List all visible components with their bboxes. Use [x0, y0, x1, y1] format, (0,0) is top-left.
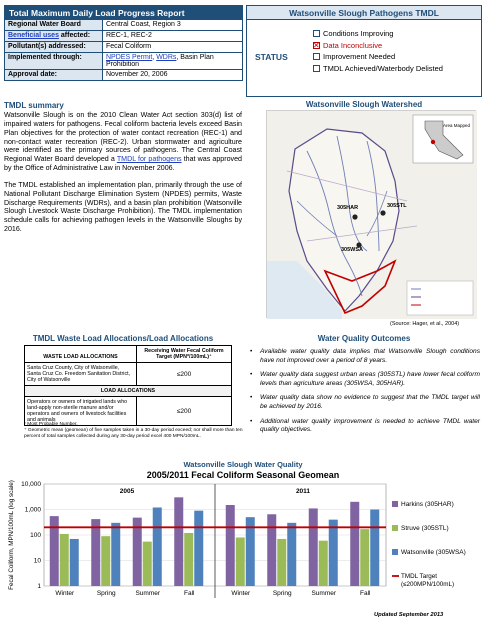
bar — [226, 505, 235, 586]
summary-heading: TMDL summary — [4, 101, 64, 110]
legend-swatch — [392, 525, 398, 531]
legend-entry: Struve (305STL) — [401, 525, 449, 532]
info-label: Pollutant(s) addressed: — [5, 42, 103, 52]
x-tick-label: Fall — [184, 590, 195, 597]
bullet-icon: • — [250, 348, 253, 355]
year-label: 2011 — [295, 488, 311, 495]
bar — [287, 523, 296, 586]
outcome-text: Water quality data suggest urban areas (305STL) have lower fecal coliform levels than agriculture areas (305WSA, 305HAR). — [260, 371, 480, 387]
site-label-305wsa: 305WSA — [341, 247, 364, 253]
map-title: Watsonville Slough Watershed — [305, 100, 423, 109]
la-parties: Operators or owners of irrigated lands who land-apply non-sterile manure and/or operators and owners of livestock facilities and animals — [25, 397, 137, 425]
watershed-map-image — [267, 111, 477, 319]
info-label-rest: affected: — [58, 32, 91, 39]
la-header: LOAD ALLOCATIONS — [25, 386, 231, 396]
footnote: * Most Probable Number. — [24, 422, 78, 427]
legend-swatch — [392, 501, 398, 507]
status-option-improving — [313, 28, 443, 40]
status-option-label: Conditions Improving — [323, 29, 394, 38]
y-axis-label: Fecal Coliform, MPN/100mL (log scale) — [8, 480, 15, 590]
report-info-table — [4, 5, 243, 81]
bullet-icon: • — [250, 371, 253, 379]
table-row — [25, 362, 231, 385]
outcome-text: Additional water quality improvement is needed to achieve TMDL water quality objectives. — [260, 417, 480, 434]
legend-entry: Watsonville (305WSA) — [401, 549, 466, 556]
legend-entry: (≤200MPN/100mL) — [401, 581, 455, 588]
la-target: ≤200 — [176, 407, 192, 415]
fecal-coliform-chart — [0, 478, 486, 610]
summary-body — [4, 111, 242, 242]
report-title: Total Maximum Daily Load Progress Report — [5, 6, 242, 19]
wla-parties: Santa Cruz County, City of Watsonville, Santa Cruz Co. Freedom Sanitation District, City of Watsonville — [25, 363, 137, 385]
info-value: Fecal Coliform — [106, 43, 152, 50]
year-label: 2005 — [119, 488, 135, 495]
summary-text: that was approved by the Office of Administrative Law in November 2006. — [4, 155, 242, 173]
info-value: Central Coast, Region 3 — [106, 21, 181, 28]
tmdl-pathogens-link[interactable]: TMDL for pathogens — [116, 155, 182, 164]
info-label: Approval date: — [5, 70, 103, 80]
outcomes-title: Water Quality Outcomes — [317, 334, 411, 343]
wdrs-link[interactable]: WDRs — [156, 54, 177, 61]
bar — [101, 536, 110, 586]
info-row-approval — [5, 69, 242, 80]
chart-title: Watsonville Slough Water Quality — [183, 460, 303, 469]
bar — [184, 533, 193, 586]
checked-checkbox-icon — [313, 42, 320, 49]
summary-paragraph — [4, 111, 242, 173]
list-item — [250, 348, 480, 365]
tmdl-name: Watsonville Slough Pathogens TMDL — [247, 6, 481, 20]
status-option-inconclusive — [313, 40, 443, 52]
status-option-label: Improvement Needed — [323, 52, 396, 61]
list-item — [250, 371, 480, 388]
table-row — [25, 385, 231, 396]
info-value: November 20, 2006 — [106, 71, 168, 78]
bar — [370, 510, 379, 587]
bar — [319, 541, 328, 586]
y-tick-label: 10 — [33, 557, 41, 565]
info-value — [103, 53, 242, 69]
wla-header: WASTE LOAD ALLOCATIONS — [25, 346, 137, 362]
allocations-notes — [24, 422, 244, 440]
y-tick-label: 10,000 — [21, 481, 41, 488]
status-option-label: Data Inconclusive — [323, 40, 383, 50]
outcome-text: Available water quality data implies that Watsonville Slough conditions have not improved over a period of 8 years. — [260, 348, 480, 364]
bar — [194, 511, 203, 586]
bar — [143, 542, 152, 586]
bar — [350, 502, 359, 586]
status-options — [313, 28, 443, 74]
watershed-map — [266, 110, 476, 318]
status-option-achieved — [313, 63, 443, 75]
y-tick-label: 1 — [37, 583, 41, 590]
allocations-table — [24, 345, 232, 426]
x-tick-label: Winter — [231, 590, 251, 597]
legend-entry: Harkins (305HAR) — [401, 501, 454, 508]
info-label: Implemented through: — [5, 53, 103, 69]
x-tick-label: Winter — [55, 590, 75, 597]
summary-paragraph: The TMDL established an implementation plan, primarily through the use of National Pollutant Discharge Elimination System (NPDES) permits, Waste Discharge Requirements (WDRs), and a basin plan prohibition (Watsonville Slough Livestock Waste Discharge Prohibition). The TMDL implementation schedule calls for achieving pathogen levels in the Watsonville Sloughs by 2016. — [4, 180, 242, 234]
y-tick-label: 1,000 — [24, 506, 41, 514]
chart-subtitle: 2005/2011 Fecal Coliform Seasonal Geomean — [146, 470, 340, 480]
target-column-header: Receiving Water Fecal Coliform Target (MPN*/100mL)⁺ — [144, 348, 224, 360]
bar — [360, 529, 369, 586]
bar — [267, 514, 276, 586]
bar — [309, 508, 318, 586]
status-option-needed — [313, 51, 443, 63]
updated-date: Updated September 2013 — [374, 612, 444, 618]
info-label — [5, 31, 103, 41]
bar — [60, 534, 69, 586]
y-tick-label: 100 — [30, 532, 41, 539]
inset-label: Area Mapped — [443, 123, 471, 128]
npdes-permit-link[interactable]: NPDES Permit — [106, 54, 153, 61]
bar — [174, 497, 183, 586]
bar — [236, 537, 245, 586]
x-tick-label: Summer — [135, 590, 161, 597]
x-tick-label: Spring — [272, 590, 292, 597]
map-source: (Source: Hager, et al., 2004) — [390, 321, 460, 327]
list-item — [250, 394, 480, 411]
table-row — [25, 396, 231, 425]
bar — [91, 519, 100, 586]
status-option-label: TMDL Achieved/Waterbody Delisted — [323, 63, 443, 73]
bullet-icon: • — [250, 394, 253, 402]
summary-text: Watsonville Slough is on the 2010 Clean Water Act section 303(d) list of impaired waters for pathogens. Fecal coliform bacteria levels exceed Basin Plan objectives for the protection of water contact recreation (REC-1) and non-contact water recreation (REC-2). Urban stormwater and agriculture were identified as the primary sources of pathogens. The Central Coast Regional Water Board developed a — [4, 111, 242, 164]
bullet-icon: • — [250, 417, 253, 425]
status-label: STATUS — [255, 52, 288, 62]
x-tick-label: Summer — [311, 590, 337, 597]
legend-swatch — [392, 549, 398, 555]
bar — [111, 523, 120, 586]
outcomes-list — [250, 348, 480, 441]
site-label-305har: 305HAR — [337, 205, 359, 211]
bar — [329, 520, 338, 586]
footnote: ⁺ Geometric mean (geomean) of five samples taken in a 30-day period exceed; nor shall more than ten percent of total samples collected during any 30-day period excel 400 MPN/100mL. — [24, 428, 243, 439]
bar — [70, 539, 79, 586]
list-item — [250, 418, 480, 435]
table-row — [25, 346, 231, 362]
info-row-board — [5, 19, 242, 30]
info-value-rest: , Basin Plan Prohibition — [106, 54, 214, 68]
checkbox-icon — [313, 30, 320, 37]
info-value: REC-1, REC-2 — [106, 32, 152, 39]
info-row-implemented — [5, 52, 242, 69]
status-panel — [246, 5, 482, 97]
allocations-title: TMDL Waste Load Allocations/Load Allocations — [32, 334, 214, 343]
info-row-uses — [5, 30, 242, 41]
wla-target: ≤200 — [176, 370, 192, 378]
info-label: Regional Water Board — [5, 20, 103, 30]
x-tick-label: Spring — [96, 590, 116, 597]
legend-entry: TMDL Target — [401, 573, 438, 580]
bar — [277, 539, 286, 586]
info-row-pollutant — [5, 41, 242, 52]
beneficial-uses-link[interactable]: Beneficial uses — [8, 32, 59, 39]
site-label-305stl: 305STL — [387, 203, 407, 209]
checkbox-icon — [313, 65, 320, 72]
checkbox-icon — [313, 53, 320, 60]
outcome-text: Water quality data show no evidence to suggest that the TMDL target will be achieved by 2016. — [260, 394, 480, 410]
x-tick-label: Fall — [360, 590, 371, 597]
info-sep: , — [152, 54, 157, 61]
bar — [153, 507, 162, 586]
